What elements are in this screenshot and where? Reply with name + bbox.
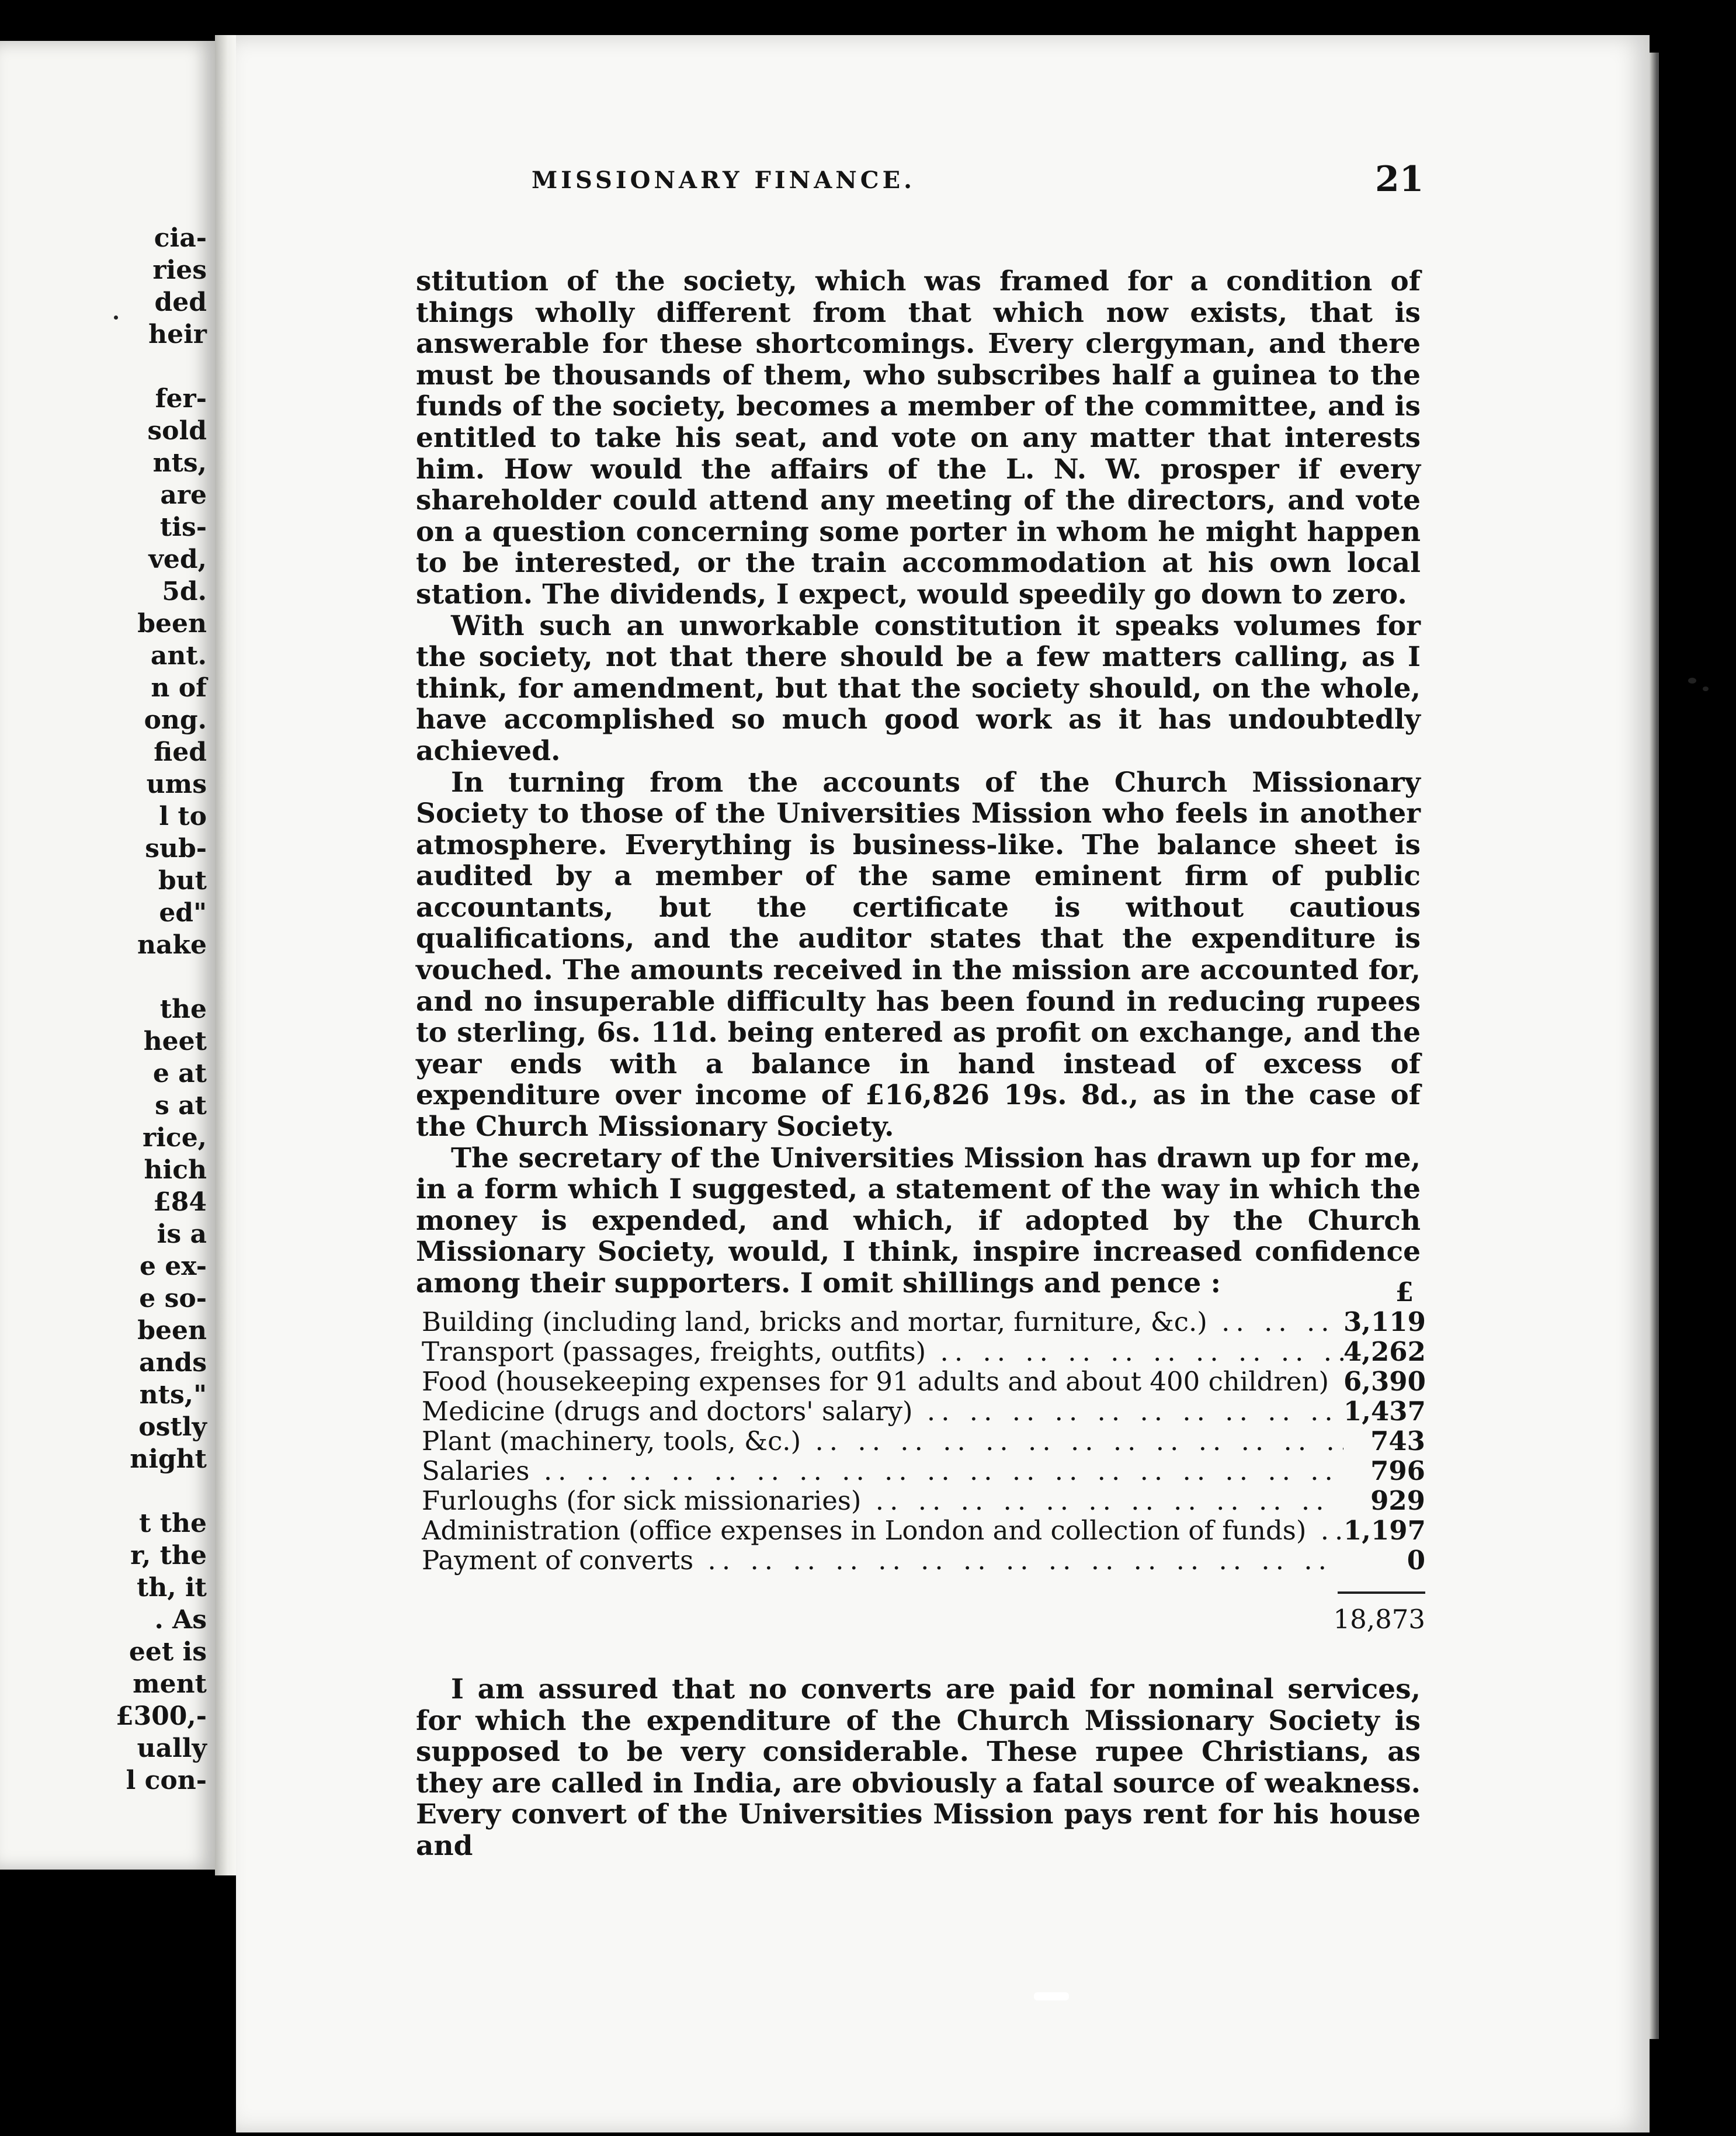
facing-page-text: been xyxy=(137,1316,207,1346)
expense-row xyxy=(422,1545,1425,1575)
facing-page-text: 5d. xyxy=(162,577,207,606)
facing-page-text: n of xyxy=(151,673,207,703)
facing-page-text: heet xyxy=(143,1027,207,1056)
expense-label: Medicine (drugs and doctors' salary) .. .. xyxy=(422,1396,1343,1426)
expense-amount: 0 xyxy=(1407,1545,1425,1576)
facing-page-text: £300,- xyxy=(115,1701,207,1731)
paragraph-2: With such an unworkable constitution it speaks volumes for the society, not that there should be a few matters calling, as I think, for amendment, but that the society should, on the whole, have accomplished so much good work as it has undoubtedly achieved. xyxy=(416,609,1421,767)
expense-amount: 929 xyxy=(1370,1485,1425,1516)
facing-page-text: sub- xyxy=(145,834,207,864)
paragraph-5: I am assured that no converts are paid for nominal services, for which the expenditure of the Church Missionary Society is supposed to be very considerable. These rupee Christians, as they are called in India, are obviously a fatal source of weakness. Every convert of the Universities Mission pays rent for his house and xyxy=(416,1673,1421,1862)
facing-page-text: ment xyxy=(133,1669,207,1699)
facing-page-text: eet is xyxy=(129,1637,207,1667)
facing-page-text: th, it xyxy=(137,1573,207,1603)
expense-row xyxy=(422,1396,1425,1426)
facing-page-text: sold xyxy=(147,416,207,446)
page-edge xyxy=(1650,53,1659,2039)
scan-smudge xyxy=(1034,1992,1069,2000)
running-head: MISSIONARY FINANCE. xyxy=(532,167,916,194)
expense-amount: 1,437 xyxy=(1343,1396,1426,1427)
scan-speck xyxy=(114,315,118,320)
scan-speck xyxy=(1688,678,1696,684)
facing-page-text: t the xyxy=(139,1509,207,1538)
facing-page-text: . As xyxy=(154,1605,207,1635)
facing-page-text: night xyxy=(130,1444,207,1474)
facing-page-text: are xyxy=(160,480,207,510)
book-gutter xyxy=(215,35,236,1875)
expense-label: Plant (machinery, tools, &c.) .. .. xyxy=(422,1426,1343,1456)
expense-row xyxy=(422,1367,1425,1396)
expense-row xyxy=(422,1456,1425,1486)
facing-page-text: ostly xyxy=(138,1412,207,1442)
facing-page-text: ually xyxy=(137,1733,207,1763)
expense-label: Salaries .. .. xyxy=(422,1456,1343,1486)
paragraph-4: The secretary of the Universities Mission has drawn up for me, in a form which I suggested, a statement of the way in which the money is expended, and which, if adopted by the Church Missionary Society, would, I think, inspire increased confidence among their supporters. I omit shillings and pence : xyxy=(416,1142,1421,1299)
facing-page-text: r, the xyxy=(130,1541,207,1570)
facing-page-text: ong. xyxy=(144,705,207,735)
expense-amount: 3,119 xyxy=(1343,1306,1426,1337)
expense-label: Building (including land, bricks and mortar, furniture, &c.) .. .. xyxy=(422,1307,1343,1337)
expense-label: Furloughs (for sick missionaries) .. .. xyxy=(422,1486,1343,1516)
currency-header: £ xyxy=(1395,1277,1414,1308)
expense-row xyxy=(422,1486,1425,1516)
expense-label: Administration (office expenses in London and collection of funds) .. .. xyxy=(422,1516,1343,1545)
facing-page-text: £84 xyxy=(153,1187,207,1217)
facing-page-text: s at xyxy=(155,1091,207,1121)
facing-page-text: hich xyxy=(144,1155,207,1185)
facing-page-text: l to xyxy=(159,802,207,831)
expense-label: Payment of converts .. .. xyxy=(422,1545,1343,1575)
page-number: 21 xyxy=(1375,159,1424,200)
facing-page-text: l con- xyxy=(126,1766,207,1795)
facing-page-text: ed" xyxy=(159,898,207,928)
body-text-closing xyxy=(416,1674,1421,1862)
facing-page-text: nts," xyxy=(139,1380,207,1410)
facing-page-text: is a xyxy=(157,1219,207,1249)
facing-page-text: e at xyxy=(152,1059,207,1088)
facing-page-text: but xyxy=(158,866,207,896)
expenditure-table xyxy=(422,1277,1425,1634)
facing-page-text: nts, xyxy=(152,448,207,478)
facing-page-text: ums xyxy=(146,769,207,799)
expenditure-total: 18,873 xyxy=(1333,1604,1425,1635)
expense-row xyxy=(422,1337,1425,1367)
facing-page-text: e so- xyxy=(139,1284,207,1313)
facing-page-text: been xyxy=(137,609,207,639)
facing-page-text: cia- xyxy=(154,223,207,253)
facing-page-text: heir xyxy=(148,320,207,349)
facing-page-text: ant. xyxy=(150,641,207,671)
expense-amount: 6,390 xyxy=(1343,1366,1426,1397)
facing-page-fragment xyxy=(0,41,215,1870)
expense-amount: 796 xyxy=(1370,1455,1425,1486)
facing-page-text: e ex- xyxy=(139,1251,207,1281)
facing-page-text: the xyxy=(159,994,207,1024)
scan-speck xyxy=(1703,686,1709,691)
paragraph-3: In turning from the accounts of the Church Missionary Society to those of the Universities Mission who feels in another atmosphere. Everything is business-like. The balance sheet is audited by a member of the same eminent firm of public accountants, but the certificate is without cautious qualifications, and the auditor states that the expenditure is vouched. The amounts received in the mission are accounted for, and no insuperable difficulty has been found in reducing rupees to sterling, 6s. 11d. being entered as profit on exchange, and the year ends with a balance in hand instead of excess of expenditure over income of £16,826 19s. 8d., as in the case of the Church Missionary Society. xyxy=(416,766,1421,1143)
total-rule xyxy=(1338,1591,1425,1594)
facing-page-text: fied xyxy=(154,737,207,767)
expense-amount: 1,197 xyxy=(1343,1515,1426,1546)
facing-page-text: ded xyxy=(154,287,207,317)
facing-page-text: rice, xyxy=(143,1123,207,1153)
facing-page-text: tis- xyxy=(159,512,207,542)
expense-amount: 4,262 xyxy=(1343,1336,1426,1367)
expense-row xyxy=(422,1516,1425,1545)
facing-page-text: ands xyxy=(138,1348,207,1378)
body-text xyxy=(416,266,1421,1299)
facing-page-text: fer- xyxy=(155,384,207,414)
expense-label: Transport (passages, freights, outfits) .. .. xyxy=(422,1337,1343,1367)
facing-page-text: nake xyxy=(137,930,207,960)
expense-amount: 743 xyxy=(1370,1426,1425,1457)
facing-page-text: ries xyxy=(152,255,207,285)
expense-row xyxy=(422,1426,1425,1456)
expense-label: Food (housekeeping expenses for 91 adults and about 400 children) .. .. xyxy=(422,1367,1343,1396)
paragraph-1: stitution of the society, which was framed for a condition of things wholly different from that which now exists, that is answerable for these shortcomings. Every clergyman, and there must be thousands of them, who subscribes half a guinea to the funds of the society, becomes a member of the committee, and is entitled to take his seat, and vote on any matter that interests him. How would the affairs of the L. N. W. prosper if every shareholder could attend any meeting of the directors, and vote on a question concerning some porter in whom he might happen to be interested, or the train accommodation at his own local station. The dividends, I expect, would speedily go down to zero. xyxy=(416,265,1421,611)
facing-page-text: ved, xyxy=(148,545,207,574)
expense-row xyxy=(422,1307,1425,1337)
